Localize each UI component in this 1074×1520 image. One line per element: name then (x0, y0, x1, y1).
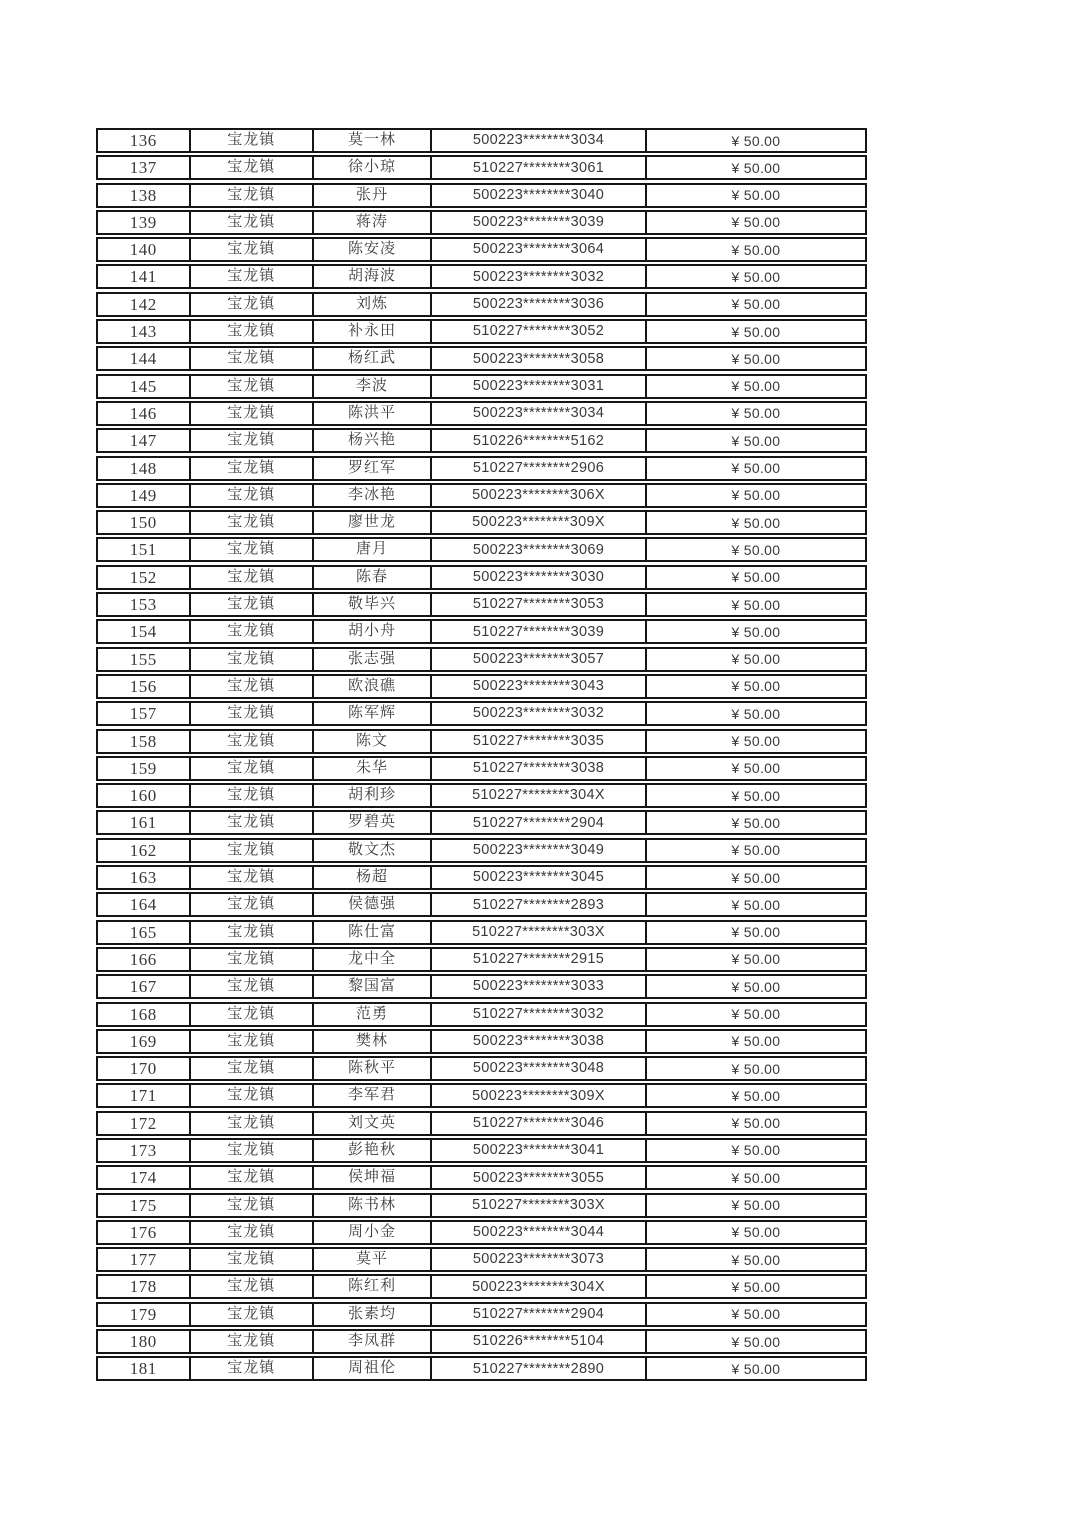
amount-cell: ¥ 50.00 (645, 567, 865, 588)
name-cell: 李冰艳 (312, 485, 430, 506)
table-row (96, 1029, 867, 1054)
id-cell: 510227********3039 (430, 621, 645, 642)
index-cell: 179 (129, 1304, 157, 1324)
town-cell: 宝龙镇 (189, 812, 312, 833)
town-cell: 宝龙镇 (189, 894, 312, 915)
town-cell: 宝龙镇 (189, 239, 312, 260)
amount-cell: ¥ 50.00 (645, 403, 865, 424)
table-row (96, 428, 867, 453)
town-cell: 宝龙镇 (189, 485, 312, 506)
name-cell: 朱华 (312, 758, 430, 779)
id-cell: 500223********3055 (430, 1167, 645, 1188)
table-row (96, 128, 867, 153)
town-cell: 宝龙镇 (189, 1004, 312, 1025)
index-cell: 140 (129, 240, 157, 260)
town-cell: 宝龙镇 (189, 1331, 312, 1352)
index-cell: 169 (129, 1031, 157, 1051)
amount-cell: ¥ 50.00 (645, 922, 865, 943)
table-row (96, 756, 867, 781)
table-row (96, 1356, 867, 1381)
name-cell: 黎国富 (312, 976, 430, 997)
name-cell: 罗红军 (312, 458, 430, 479)
index-cell: 142 (129, 294, 157, 314)
name-cell: 范勇 (312, 1004, 430, 1025)
name-cell: 陈洪平 (312, 403, 430, 424)
name-cell: 胡海波 (312, 266, 430, 287)
index-cell: 178 (129, 1277, 157, 1297)
name-cell: 敬毕兴 (312, 594, 430, 615)
id-cell: 510227********303X (430, 922, 645, 943)
index-cell: 176 (129, 1222, 157, 1242)
index-cell: 138 (129, 185, 157, 205)
amount-cell: ¥ 50.00 (645, 758, 865, 779)
index-cell: 161 (129, 813, 157, 833)
amount-cell: ¥ 50.00 (645, 1140, 865, 1161)
amount-cell: ¥ 50.00 (645, 266, 865, 287)
name-cell: 陈仕富 (312, 922, 430, 943)
id-cell: 500223********3032 (430, 703, 645, 724)
id-cell: 500223********309X (430, 512, 645, 533)
name-cell: 莫平 (312, 1249, 430, 1270)
amount-cell: ¥ 50.00 (645, 1358, 865, 1379)
index-cell: 168 (129, 1004, 157, 1024)
amount-cell: ¥ 50.00 (645, 1304, 865, 1325)
table-row (96, 1247, 867, 1272)
table-row (96, 1220, 867, 1245)
table-row (96, 1002, 867, 1027)
town-cell: 宝龙镇 (189, 594, 312, 615)
town-cell: 宝龙镇 (189, 1249, 312, 1270)
name-cell: 刘炼 (312, 294, 430, 315)
index-cell: 147 (129, 431, 157, 451)
table-row (96, 1329, 867, 1354)
name-cell: 龙中全 (312, 949, 430, 970)
town-cell: 宝龙镇 (189, 703, 312, 724)
index-cell: 165 (129, 922, 157, 942)
town-cell: 宝龙镇 (189, 785, 312, 806)
name-cell: 侯德强 (312, 894, 430, 915)
id-cell: 510227********2890 (430, 1358, 645, 1379)
id-cell: 510227********303X (430, 1195, 645, 1216)
index-cell: 159 (129, 758, 157, 778)
index-cell: 139 (129, 212, 157, 232)
id-cell: 500223********3064 (430, 239, 645, 260)
index-cell: 162 (129, 840, 157, 860)
index-cell: 154 (129, 622, 157, 642)
table-row (96, 319, 867, 344)
id-cell: 510226********5104 (430, 1331, 645, 1352)
id-cell: 500223********3034 (430, 130, 645, 151)
amount-cell: ¥ 50.00 (645, 812, 865, 833)
name-cell: 陈安凌 (312, 239, 430, 260)
table-row (96, 155, 867, 180)
name-cell: 莫一林 (312, 130, 430, 151)
amount-cell: ¥ 50.00 (645, 321, 865, 342)
table-body (96, 128, 867, 1381)
table-row (96, 183, 867, 208)
amount-cell: ¥ 50.00 (645, 430, 865, 451)
table-row (96, 783, 867, 808)
amount-cell: ¥ 50.00 (645, 512, 865, 533)
id-cell: 510227********3046 (430, 1113, 645, 1134)
index-cell: 149 (129, 485, 157, 505)
name-cell: 周小金 (312, 1222, 430, 1243)
table-row (96, 920, 867, 945)
index-cell: 163 (129, 868, 157, 888)
table-row (96, 674, 867, 699)
index-cell: 180 (129, 1332, 157, 1352)
index-cell: 174 (129, 1168, 157, 1188)
amount-cell: ¥ 50.00 (645, 1004, 865, 1025)
amount-cell: ¥ 50.00 (645, 239, 865, 260)
amount-cell: ¥ 50.00 (645, 949, 865, 970)
roster-table (96, 128, 867, 1384)
id-cell: 510227********2906 (430, 458, 645, 479)
index-cell: 170 (129, 1059, 157, 1079)
id-cell: 500223********3058 (430, 348, 645, 369)
index-cell: 167 (129, 977, 157, 997)
name-cell: 李波 (312, 376, 430, 397)
amount-cell: ¥ 50.00 (645, 212, 865, 233)
name-cell: 张丹 (312, 185, 430, 206)
amount-cell: ¥ 50.00 (645, 485, 865, 506)
index-cell: 148 (129, 458, 157, 478)
id-cell: 500223********309X (430, 1085, 645, 1106)
name-cell: 周祖伦 (312, 1358, 430, 1379)
table-row (96, 619, 867, 644)
town-cell: 宝龙镇 (189, 458, 312, 479)
index-cell: 136 (129, 131, 157, 150)
id-cell: 500223********3073 (430, 1249, 645, 1270)
amount-cell: ¥ 50.00 (645, 1331, 865, 1352)
index-cell: 137 (129, 158, 157, 178)
index-cell: 172 (129, 1113, 157, 1133)
index-cell: 157 (129, 704, 157, 724)
town-cell: 宝龙镇 (189, 130, 312, 151)
id-cell: 500223********3036 (430, 294, 645, 315)
index-cell: 164 (129, 895, 157, 915)
amount-cell: ¥ 50.00 (645, 157, 865, 178)
amount-cell: ¥ 50.00 (645, 840, 865, 861)
name-cell: 樊林 (312, 1031, 430, 1052)
town-cell: 宝龙镇 (189, 157, 312, 178)
id-cell: 500223********3034 (430, 403, 645, 424)
table-row (96, 483, 867, 508)
id-cell: 500223********3041 (430, 1140, 645, 1161)
id-cell: 500223********3044 (430, 1222, 645, 1243)
index-cell: 175 (129, 1195, 157, 1215)
amount-cell: ¥ 50.00 (645, 1276, 865, 1297)
name-cell: 廖世龙 (312, 512, 430, 533)
index-cell: 143 (129, 322, 157, 342)
index-cell: 177 (129, 1250, 157, 1270)
id-cell: 500223********3033 (430, 976, 645, 997)
town-cell: 宝龙镇 (189, 676, 312, 697)
table-row (96, 1165, 867, 1190)
name-cell: 刘文英 (312, 1113, 430, 1134)
id-cell: 500223********3048 (430, 1058, 645, 1079)
table-row (96, 647, 867, 672)
table-row (96, 1111, 867, 1136)
table-row (96, 264, 867, 289)
index-cell: 146 (129, 403, 157, 423)
name-cell: 张志强 (312, 649, 430, 670)
index-cell: 150 (129, 513, 157, 533)
amount-cell: ¥ 50.00 (645, 458, 865, 479)
name-cell: 彭艳秋 (312, 1140, 430, 1161)
town-cell: 宝龙镇 (189, 1085, 312, 1106)
index-cell: 141 (129, 267, 157, 287)
amount-cell: ¥ 50.00 (645, 539, 865, 560)
table-row (96, 374, 867, 399)
amount-cell: ¥ 50.00 (645, 1249, 865, 1270)
town-cell: 宝龙镇 (189, 185, 312, 206)
amount-cell: ¥ 50.00 (645, 376, 865, 397)
name-cell: 侯坤福 (312, 1167, 430, 1188)
amount-cell: ¥ 50.00 (645, 649, 865, 670)
table-row (96, 292, 867, 317)
table-row (96, 401, 867, 426)
town-cell: 宝龙镇 (189, 1304, 312, 1325)
table-row (96, 838, 867, 863)
table-row (96, 1274, 867, 1299)
table-row (96, 1083, 867, 1108)
id-cell: 510227********3052 (430, 321, 645, 342)
town-cell: 宝龙镇 (189, 376, 312, 397)
name-cell: 补永田 (312, 321, 430, 342)
name-cell: 杨兴艳 (312, 430, 430, 451)
town-cell: 宝龙镇 (189, 731, 312, 752)
amount-cell: ¥ 50.00 (645, 676, 865, 697)
amount-cell: ¥ 50.00 (645, 294, 865, 315)
table-row (96, 701, 867, 726)
amount-cell: ¥ 50.00 (645, 894, 865, 915)
id-cell: 500223********3039 (430, 212, 645, 233)
town-cell: 宝龙镇 (189, 867, 312, 888)
table-row (96, 892, 867, 917)
id-cell: 500223********304X (430, 1276, 645, 1297)
name-cell: 李军君 (312, 1085, 430, 1106)
id-cell: 500223********3030 (430, 567, 645, 588)
id-cell: 510227********304X (430, 785, 645, 806)
id-cell: 510227********2915 (430, 949, 645, 970)
town-cell: 宝龙镇 (189, 758, 312, 779)
town-cell: 宝龙镇 (189, 649, 312, 670)
id-cell: 510227********3038 (430, 758, 645, 779)
id-cell: 500223********3038 (430, 1031, 645, 1052)
index-cell: 156 (129, 676, 157, 696)
name-cell: 唐月 (312, 539, 430, 560)
town-cell: 宝龙镇 (189, 403, 312, 424)
table-row (96, 237, 867, 262)
town-cell: 宝龙镇 (189, 1113, 312, 1134)
amount-cell: ¥ 50.00 (645, 621, 865, 642)
town-cell: 宝龙镇 (189, 621, 312, 642)
amount-cell: ¥ 50.00 (645, 1113, 865, 1134)
table-row (96, 810, 867, 835)
town-cell: 宝龙镇 (189, 922, 312, 943)
id-cell: 500223********3069 (430, 539, 645, 560)
town-cell: 宝龙镇 (189, 1358, 312, 1379)
name-cell: 杨超 (312, 867, 430, 888)
index-cell: 155 (129, 649, 157, 669)
town-cell: 宝龙镇 (189, 266, 312, 287)
amount-cell: ¥ 50.00 (645, 1222, 865, 1243)
index-cell: 173 (129, 1140, 157, 1160)
amount-cell: ¥ 50.00 (645, 1085, 865, 1106)
amount-cell: ¥ 50.00 (645, 185, 865, 206)
town-cell: 宝龙镇 (189, 430, 312, 451)
amount-cell: ¥ 50.00 (645, 1058, 865, 1079)
index-cell: 152 (129, 567, 157, 587)
table-row (96, 210, 867, 235)
name-cell: 罗碧英 (312, 812, 430, 833)
index-cell: 166 (129, 949, 157, 969)
town-cell: 宝龙镇 (189, 1140, 312, 1161)
town-cell: 宝龙镇 (189, 294, 312, 315)
amount-cell: ¥ 50.00 (645, 1031, 865, 1052)
town-cell: 宝龙镇 (189, 840, 312, 861)
id-cell: 510227********2904 (430, 1304, 645, 1325)
index-cell: 160 (129, 786, 157, 806)
name-cell: 陈春 (312, 567, 430, 588)
id-cell: 510227********3053 (430, 594, 645, 615)
town-cell: 宝龙镇 (189, 348, 312, 369)
town-cell: 宝龙镇 (189, 1195, 312, 1216)
id-cell: 500223********306X (430, 485, 645, 506)
town-cell: 宝龙镇 (189, 1276, 312, 1297)
name-cell: 蒋涛 (312, 212, 430, 233)
index-cell: 171 (129, 1086, 157, 1106)
name-cell: 杨红武 (312, 348, 430, 369)
amount-cell: ¥ 50.00 (645, 867, 865, 888)
town-cell: 宝龙镇 (189, 567, 312, 588)
town-cell: 宝龙镇 (189, 1031, 312, 1052)
name-cell: 欧浪礁 (312, 676, 430, 697)
table-row (96, 947, 867, 972)
name-cell: 陈文 (312, 731, 430, 752)
table-row (96, 565, 867, 590)
name-cell: 胡利珍 (312, 785, 430, 806)
name-cell: 陈书林 (312, 1195, 430, 1216)
table-row (96, 974, 867, 999)
id-cell: 500223********3057 (430, 649, 645, 670)
name-cell: 陈红利 (312, 1276, 430, 1297)
town-cell: 宝龙镇 (189, 539, 312, 560)
town-cell: 宝龙镇 (189, 1167, 312, 1188)
amount-cell: ¥ 50.00 (645, 348, 865, 369)
name-cell: 陈秋平 (312, 1058, 430, 1079)
town-cell: 宝龙镇 (189, 212, 312, 233)
name-cell: 李凤群 (312, 1331, 430, 1352)
name-cell: 张素均 (312, 1304, 430, 1325)
town-cell: 宝龙镇 (189, 512, 312, 533)
table-row (96, 592, 867, 617)
id-cell: 510227********3061 (430, 157, 645, 178)
name-cell: 胡小舟 (312, 621, 430, 642)
table-row (96, 537, 867, 562)
amount-cell: ¥ 50.00 (645, 703, 865, 724)
index-cell: 145 (129, 376, 157, 396)
table-row (96, 1138, 867, 1163)
table-row (96, 1056, 867, 1081)
id-cell: 510227********2893 (430, 894, 645, 915)
table-row (96, 1302, 867, 1327)
table-row (96, 346, 867, 371)
id-cell: 500223********3040 (430, 185, 645, 206)
id-cell: 510226********5162 (430, 430, 645, 451)
index-cell: 151 (129, 540, 157, 560)
id-cell: 500223********3045 (430, 867, 645, 888)
amount-cell: ¥ 50.00 (645, 1167, 865, 1188)
id-cell: 500223********3031 (430, 376, 645, 397)
name-cell: 陈军辉 (312, 703, 430, 724)
table-row (96, 510, 867, 535)
town-cell: 宝龙镇 (189, 1222, 312, 1243)
table-row (96, 729, 867, 754)
index-cell: 144 (129, 349, 157, 369)
amount-cell: ¥ 50.00 (645, 976, 865, 997)
name-cell: 敬文杰 (312, 840, 430, 861)
amount-cell: ¥ 50.00 (645, 130, 865, 151)
index-cell: 158 (129, 731, 157, 751)
id-cell: 500223********3043 (430, 676, 645, 697)
table-row (96, 865, 867, 890)
amount-cell: ¥ 50.00 (645, 594, 865, 615)
name-cell: 徐小琼 (312, 157, 430, 178)
amount-cell: ¥ 50.00 (645, 785, 865, 806)
table-row (96, 1193, 867, 1218)
id-cell: 510227********2904 (430, 812, 645, 833)
id-cell: 500223********3049 (430, 840, 645, 861)
amount-cell: ¥ 50.00 (645, 731, 865, 752)
town-cell: 宝龙镇 (189, 321, 312, 342)
id-cell: 510227********3035 (430, 731, 645, 752)
amount-cell: ¥ 50.00 (645, 1195, 865, 1216)
index-cell: 153 (129, 595, 157, 615)
id-cell: 510227********3032 (430, 1004, 645, 1025)
index-cell: 181 (129, 1359, 157, 1379)
table-row (96, 456, 867, 481)
town-cell: 宝龙镇 (189, 976, 312, 997)
id-cell: 500223********3032 (430, 266, 645, 287)
town-cell: 宝龙镇 (189, 1058, 312, 1079)
town-cell: 宝龙镇 (189, 949, 312, 970)
